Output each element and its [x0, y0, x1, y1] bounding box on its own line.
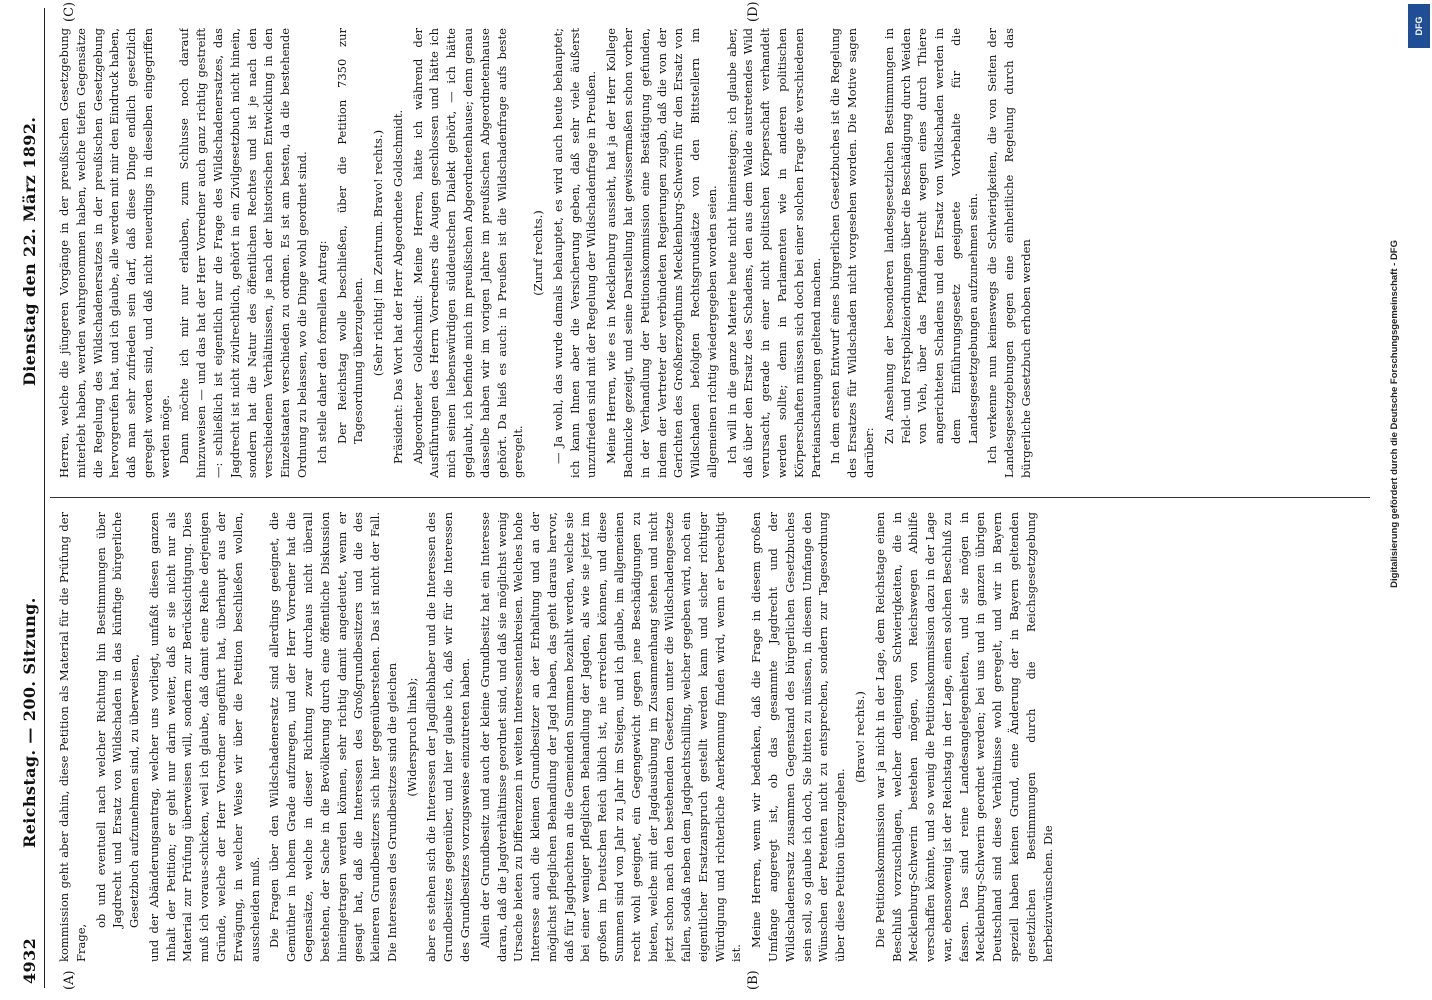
paragraph: Ich stelle daher den formellen Antrag:: [314, 240, 329, 464]
column-divider: [50, 497, 1370, 498]
paragraph: Dann möchte ich mir nur erlauben, zum Schlusse noch darauf hinzuweisen — und das hat der Herr Vorredner auch ganz richtig gestreift —: schließlich ist eigentlich nur die Frage des Wildschadenersatzes, das Jagdrecht ist nicht zivilrechtlich, gehört in ein Zivilgesetzbuch nicht hinein, sondern hat die Natur des öffentlichen Rechtes und ist je nach den verschiedenen Verhältnissen, je nach der historischen Entwicklung in den Einzelstaaten verschieden zu ordnen. Es ist am besten, da die bestehende Ordnung zu belassen, wo die Dinge wohl geordnet sind.: [177, 28, 309, 478]
paragraph: kommission geht aber dahin, diese Petition als Material für die Prüfung der Frage,: [57, 512, 88, 962]
interjection: (Sehr richtig! im Zentrum. Bravo! rechts.): [371, 129, 386, 377]
speaker-paragraph: Präsident: Das Wort hat der Herr Abgeordnete Goldschmidt.: [390, 109, 405, 464]
paragraph: und der Abänderungsantrag, welcher uns vorliegt, umfaßt diesen ganzen Inhalt der Petition; er geht nur darin weiter, daß er sie nicht nur als Material zur Prüfung überweisen will, sondern zur Berücksichtigung. Dies muß ich voraus-schicken, weil ich glaube, daß damit eine Reihe derjenigen Gründe, welche der Herr Vorredner angeführt hat, überhaupt aus der Erwägung, in welcher Weise wir über die Petition beschließen wollen, ausscheiden muß.: [146, 512, 262, 962]
margin-marker-c: (C): [62, 1, 77, 22]
paragraph: Die Petitionskommission war ja nicht in der Lage, dem Reichstage einen Beschluß vorzuschlagen, welcher denjenigen Schwierigkeiten, die in Mecklenburg-Schwerin bestehen mögen, von Reichswegen Abhilfe verschaffen könnte, und so wenig die Petitionskommission dazu in der Lage war, ebensowenig ist der Reichstag in der Lage, einen solchen Beschluß zu fassen. Das sind reine Landesangelegenheiten, und sie mögen in Mecklenburg-Schwerin geordnet werden; bei uns und in ganzen übrigen Deutschland sind diese Verhältnisse wohl geregelt, und wir in Bayern speziell haben keinen Grund, eine Änderung der in Bayern geltenden gesetzlichen Bestimmungen durch die Reichsgesetzgebung herbeizuwünschen. Die: [872, 512, 1055, 962]
header-rule: [44, 8, 45, 988]
quoted-motion: ob und eventuell nach welcher Richtung hin Bestimmungen über Jagdrecht und Ersatz von Wildschaden in das künftige bürgerliche Gesetzbuch aufzunehmen sind, zu überweisen,: [93, 512, 142, 928]
page-number: 4932: [20, 937, 39, 984]
interjection: (Widerspruch links);: [404, 677, 419, 797]
margin-marker-d: (D): [746, 1, 761, 22]
interjection: (Bravo! rechts.): [852, 691, 867, 783]
credit-text: Digitalisierung gefördert durch die Deutsche Forschungsgemeinschaft - DFG: [1389, 240, 1400, 588]
paragraph: Allein der Grundbesitz und auch der kleine Grundbesitz hat ein Interesse daran, daß die Jagdverhältnisse geordnet sind, und daß sie möglichst wenig Ursache bieten zu Differenzen in weiten Interessentenkreisen. Welches hohe Interesse auch die kleinen Grundbesitzer an der Erhaltung und an der möglichst pfleglichen Behandlung der Jagd haben, das geht daraus hervor, daß für Jagdpachten an die Gemeinden Summen bezahlt werden, welche sie bei einer weniger pfleglichen Behandlung der Jagden, als wie sie jetzt im großen im Deutschen Reich üblich ist, nie erreichen können, und diese Summen sind von Jahr zu Jahr im Steigen, und ich glaube, im allgemeinen recht wohl geeignet, ein Gegengewicht gegen jene Beschädigungen zu bieten, welche mit der Jagdausübung im Zusammenhang stehen und nicht jetzt schon nach den bestehenden Gesetzen unter die Wildschadengesetze fallen, sodaß neben dem Jagdpachtschilling, welcher gegeben wird, noch ein eigentlicher Ersatzanspruch gestellt werden kann und sicher richtiger Würdigung und richterliche Anerkennung finden wird, wenn er berechtigt ist.: [477, 512, 744, 962]
page-title: Reichstag. — 200. Sitzung.: [20, 597, 39, 848]
formal-motion: Der Reichstag wolle beschließen, über die Petition 7350 zur Tagesordnung überzugehen.: [334, 28, 366, 444]
right-column: [56, 28, 1374, 478]
paragraph: Meine Herren, wenn wir bedenken, daß die Frage in diesem großen Umfange angeregt ist, ob das gesammte Jagdrecht und der Wildschadenersatz zusammen Gegenstand des bürgerlichen Gesetzbuches sein soll, so glaube ich doch, Sie bitten zu müssen, in diesem Umfange den Wünschen der Petenten nicht zu entsprechen, sondern zur Tagesordnung über diese Petition überzugehen.: [749, 512, 848, 962]
speaker-paragraph: Abgeordneter Goldschmidt: Meine Herren, hätte ich während der Ausführungen des Herrn Vorredners die Augen geschlossen und hätte ich mich seinen liebenswürdigen süddeutschen Dialekt gehört, — ich hätte geglaubt, ich befinde mich im preußischen Abgeordnetenhause; denn genau dasselbe haben wir im vorigen Jahre im preußischen Abgeordnetenhause gehört. Da hieß es auch: in Preußen ist die Wildschadenfrage aufs beste geregelt.: [410, 28, 526, 478]
margin-marker-a: (A): [62, 970, 77, 990]
session-date: Dienstag den 22. März 1892.: [20, 116, 39, 386]
paragraph: Ich verkenne nun keineswegs die Schwierigkeiten, die von Seiten der Landesgesetzgebungen gegen eine einheitliche Regelung durch das bürgerliche Gesetzbuch erhoben werden: [985, 28, 1033, 478]
paragraph: — Ja wohl, das wurde damals behauptet, es wird auch heute behauptet; ich kann Ihnen aber die Versicherung geben, daß sehr viele äußerst unzufrieden sind mit der Regelung der Wildschadenfrage in Preußen.: [550, 28, 599, 478]
paragraph: In dem ersten Entwurf eines bürgerlichen Gesetzbuches ist die Regelung des Ersatzes für Wildschaden nicht vorgesehen worden. Die Motive sagen darüber:: [828, 28, 876, 478]
quotation: Zu Ansehung der besonderen landesgesetzlichen Bestimmungen in Feld- und Forstpolizeiordnungen über die Beschädigung durch Weiden von Vieh, über das Pfandungsrecht wegen eines durch Thiere angerichteten Schadens und den Ersatz von Wildschaden werden in dem Einführungsgesetz geeignete Vorbehalte für die Landesgesetzgebungen aufzunehmen sein.: [881, 28, 980, 444]
paragraph: Meine Herren, wie es in Mecklenburg aussieht, hat ja der Herr Kollege Bachnicke gezeigt, und seine Darstellung hat gewissermaßen schon vorher in der Verhandlung der Petitionskommission eine Bestätigung gefunden, indem der Vertreter der verbündeten Regierungen zugab, daß die von der Gerichten des Großherzogthums Mecklenburg-Schwerin für den Ersatz von Wildschaden befolgten Rechtsgrundsätze von den Bittstellern im allgemeinen richtig wiedergegeben worden seien.: [604, 28, 719, 478]
dfg-logo-text: DFG: [1414, 16, 1424, 36]
left-column: [56, 512, 1374, 962]
paragraph: Die Fragen über den Wildschadenersatz sind allerdings geeignet, die Gemüther in hohem Grade aufzuregen, und der Herr Vorredner hat die Gegensätze, welche in dieser Richtung zwar durchaus nicht überall bestehen, der Sache in die Bevölkerung durch eine öffentliche Diskussion hineingetragen werden können, sehr richtig damit angedeutet, wenn er gesagt hat, daß die Interessen des Großgrundbesitzers und die des kleineren Grundbesitzers sich hier gegenüberstehen. Das ist nicht der Fall. Die Interessen des Grundbesitzes sind die gleichen: [267, 512, 399, 962]
paragraph: aber es stehen sich die Interessen der Jagdliebhaber und die Interessen des Grundbesitzes gegenüber, und hier glaube ich, daß wir für die Interessen des Grundbesitzes vorzugsweise einzutreten haben.: [424, 512, 472, 962]
paragraph: Ich will in die ganze Materie heute nicht hineinsteigen; ich glaube aber, daß über den Ersatz des Schadens, den aus dem Walde austretendes Wild verursacht, gerade in einer nicht politischen Körperschaft verhandelt werden sollte; denn in Parlamenten wie in anderen politischen Körperschaften müssen sich doch bei einer solchen Frage die verschiedenen Parteianschauungen geltend machen.: [724, 28, 823, 478]
digitization-credit: [1387, 240, 1403, 1000]
page-header: [12, 0, 52, 998]
paragraph: Herren, welche die jüngeren Vorgänge in der preußischen Gesetzgebung miterlebt haben, werden wahrgenommen haben, welche tiefen Gegensätze die Regelung des Wildschadenersatzes in der preußischen Gesetzgebung hervorgerufen hat, und ich glaube, alle werden mit mir den Eindruck haben, daß man sehr zufrieden sein darf, daß diese Dinge endlich gesetzlich geregelt worden sind, und daß nicht neuerdings in dieselben eingegriffen werden möge.: [57, 28, 172, 478]
dfg-logo: [1408, 4, 1430, 48]
rotated-page: [4, 0, 1384, 998]
interjection: (Zuruf rechts.): [531, 210, 546, 296]
margin-marker-b: (B): [746, 970, 761, 990]
